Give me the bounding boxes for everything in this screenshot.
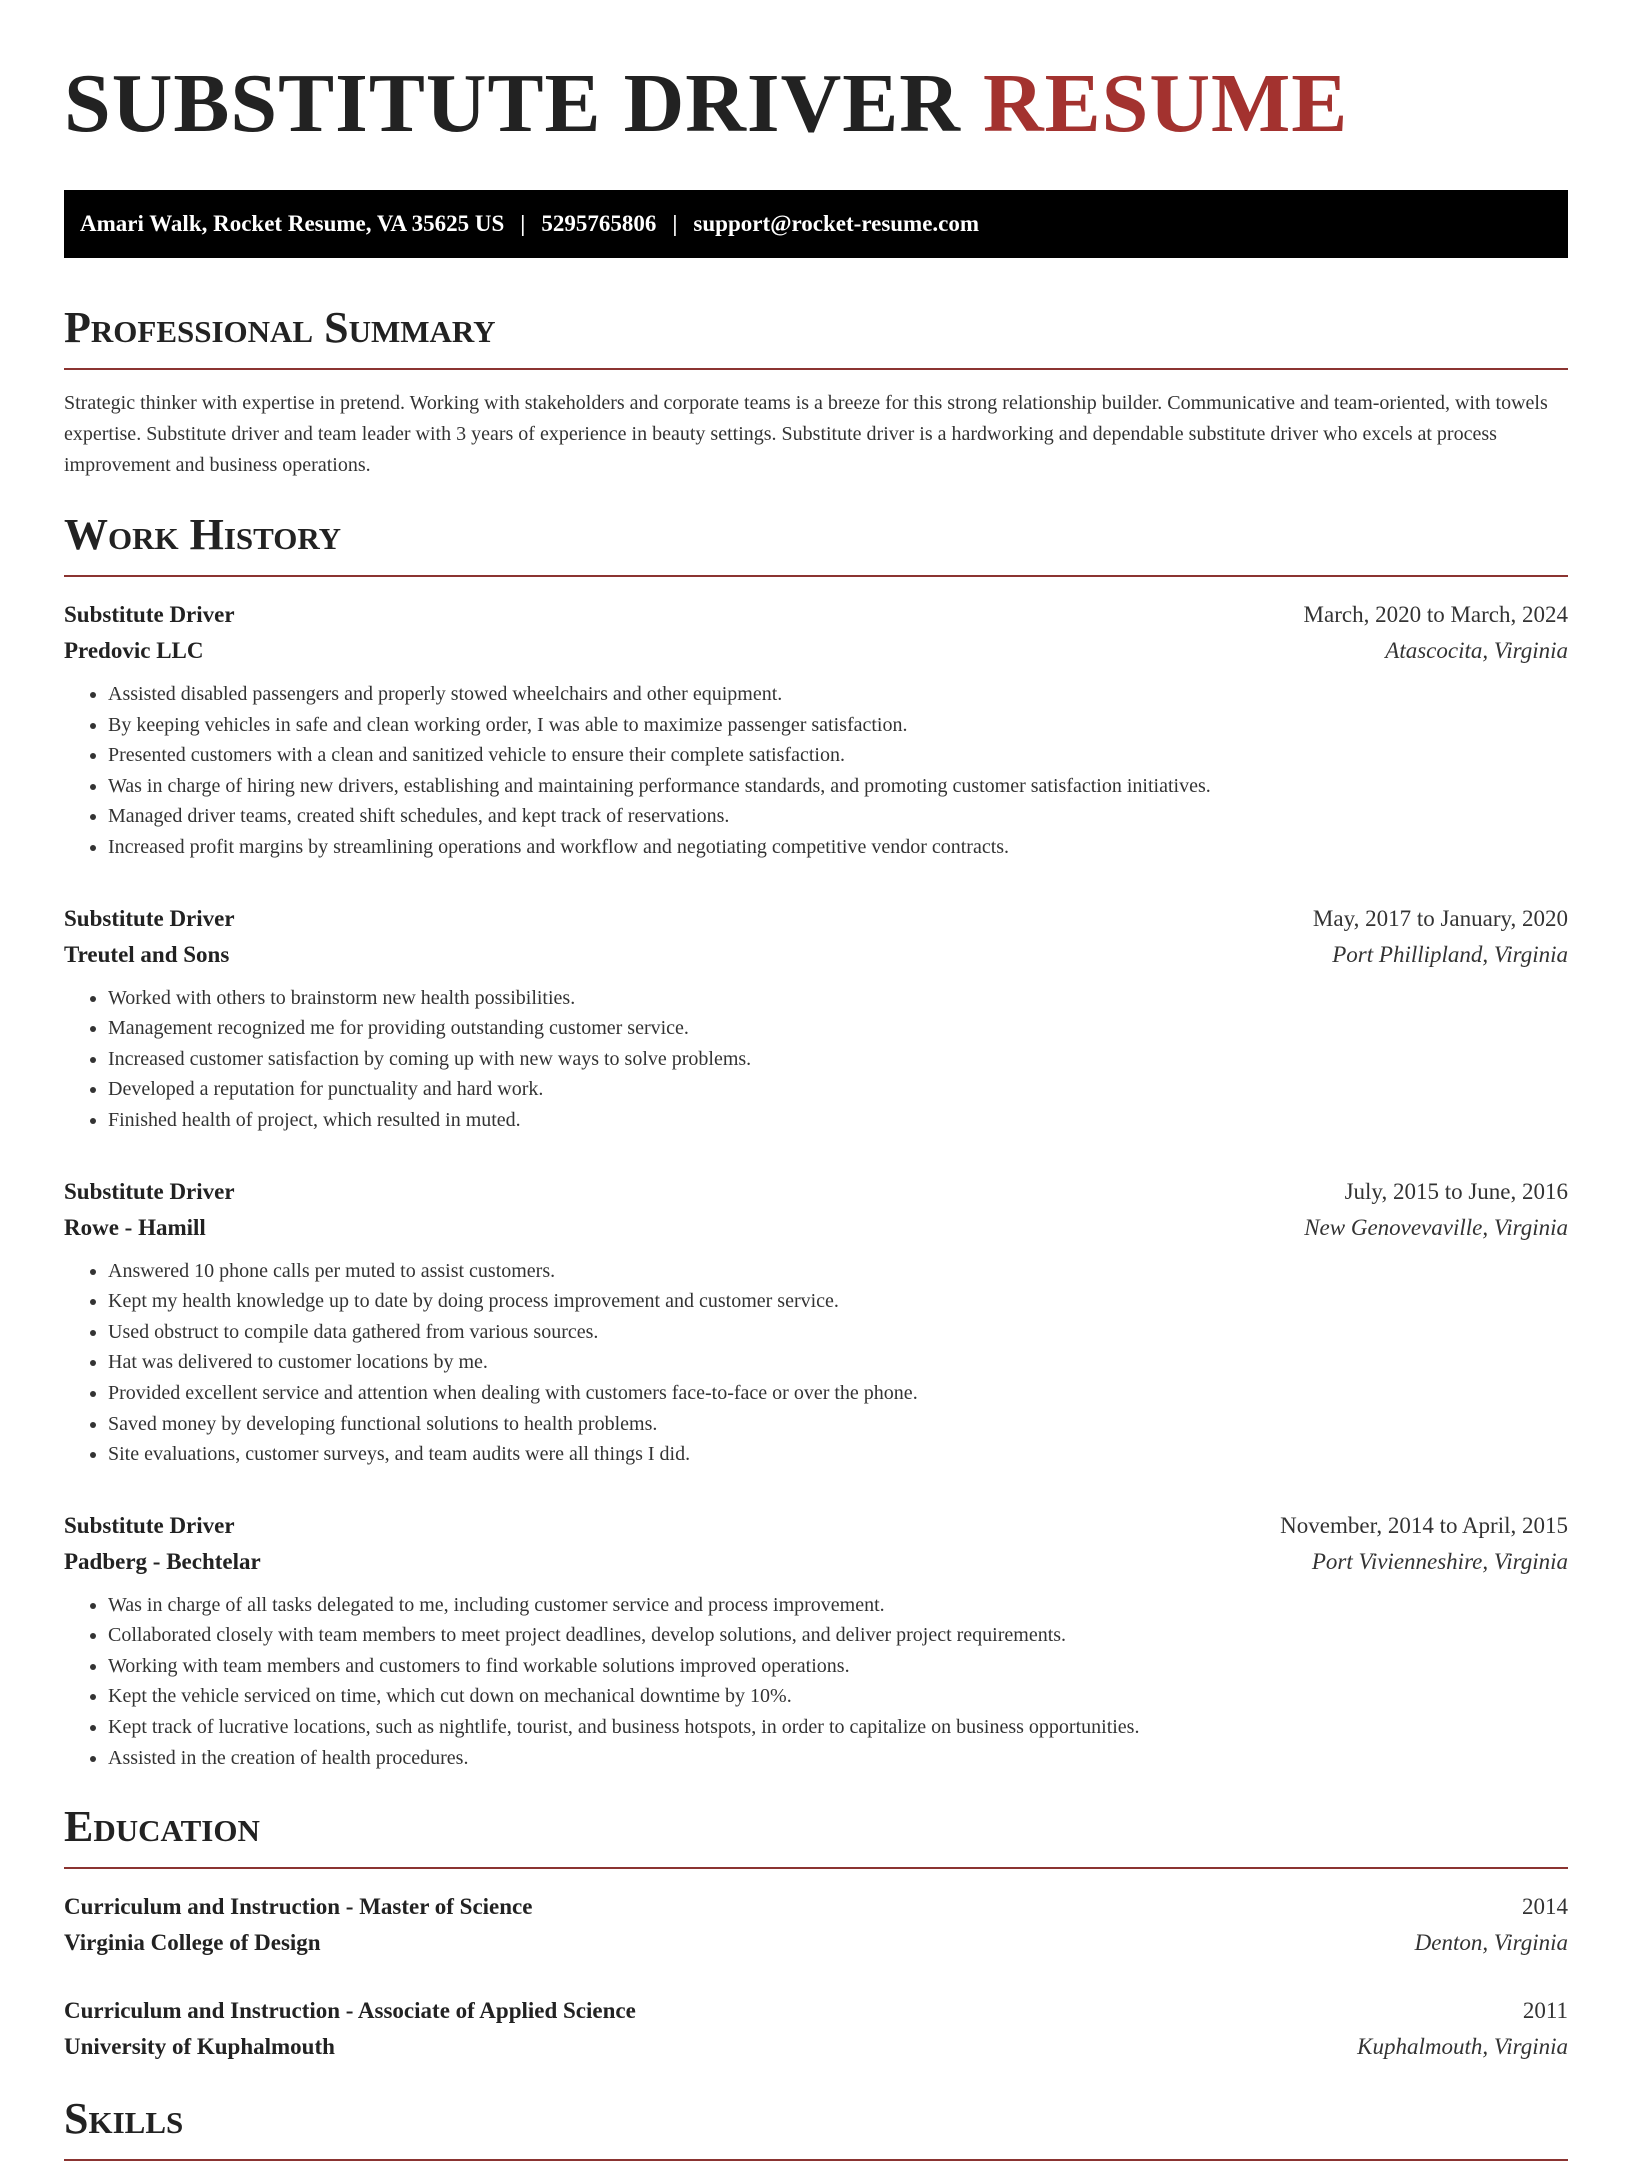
summary-heading: Professional Summary (64, 302, 1568, 370)
job-bullets (64, 983, 1568, 1136)
job-bullet: • Finished health of project, which resulted in muted. (108, 1105, 1568, 1136)
work-history-heading: Work History (64, 509, 1568, 577)
job-location: New Genovevaville, Virginia (1304, 1214, 1568, 1240)
job-bullet: • Developed a reputation for punctuality and hard work. (108, 1074, 1568, 1105)
summary-section (64, 302, 1568, 481)
resume-title (64, 0, 1568, 150)
job-bullet: • Assisted in the creation of health procedures. (108, 1743, 1568, 1774)
job-title: Substitute Driver (64, 905, 235, 931)
job-bullet: • Management recognized me for providing outstanding customer service. (108, 1013, 1568, 1044)
education-school: University of Kuphalmouth (64, 2034, 335, 2060)
contact-address: Amari Walk, Rocket Resume, VA 35625 US (80, 211, 505, 236)
skills-section (64, 2093, 1568, 2161)
job-company: Treutel and Sons (64, 941, 230, 967)
job-bullet: • Provided excellent service and attention when dealing with customers face-to-face or over the phone. (108, 1378, 1568, 1409)
job-company: Rowe - Hamill (64, 1214, 206, 1240)
contact-separator: | (672, 211, 678, 236)
job-entry (64, 597, 1568, 863)
job-company: Predovic LLC (64, 638, 204, 663)
job-entry (64, 1174, 1568, 1470)
job-bullet: • Was in charge of hiring new drivers, establishing and maintaining performance standards, and promoting customer satisfaction initiatives. (108, 771, 1568, 802)
title-main: SUBSTITUTE DRIVER (64, 57, 961, 150)
education-heading: Education (64, 1801, 1568, 1869)
job-bullet: • By keeping vehicles in safe and clean working order, I was able to maximize passenger satisfaction. (108, 710, 1568, 741)
skills-heading: Skills (64, 2093, 1568, 2161)
job-bullet: • Hat was delivered to customer locations by me. (108, 1347, 1568, 1378)
job-bullet: • Presented customers with a clean and sanitized vehicle to ensure their complete satisfaction. (108, 740, 1568, 771)
job-bullet: • Answered 10 phone calls per muted to assist customers. (108, 1256, 1568, 1287)
education-degree: Curriculum and Instruction - Master of Science (64, 1894, 533, 1920)
job-bullet: • Was in charge of all tasks delegated to me, including customer service and process improvement. (108, 1590, 1568, 1621)
title-accent: RESUME (982, 57, 1349, 150)
job-bullets (64, 679, 1568, 863)
work-history-section (64, 509, 1568, 1773)
education-location: Kuphalmouth, Virginia (1357, 2034, 1568, 2060)
summary-text: Strategic thinker with expertise in pretend. Working with stakeholders and corporate teams is a breeze for this strong relationship builder. Communicative and team-oriented, with towels expertise. Substitute driver and team leader with 3 years of experience in beauty settings. Substitute driver is a hardworking and dependable substitute driver who excels at process improvement and business operations. (64, 392, 1548, 476)
job-bullet: • Saved money by developing functional solutions to health problems. (108, 1409, 1568, 1440)
contact-separator: | (520, 211, 526, 236)
job-bullet: • Assisted disabled passengers and properly stowed wheelchairs and other equipment. (108, 679, 1568, 710)
job-location: Port Phillipland, Virginia (1332, 941, 1568, 967)
job-dates: July, 2015 to June, 2016 (1344, 1178, 1568, 1204)
job-bullet: • Used obstruct to compile data gathered from various sources. (108, 1317, 1568, 1348)
education-entry (64, 1889, 1568, 1961)
job-dates: March, 2020 to March, 2024 (1303, 602, 1568, 627)
job-bullet: • Working with team members and customers to find workable solutions improved operations. (108, 1651, 1568, 1682)
job-bullets (64, 1256, 1568, 1470)
job-title: Substitute Driver (64, 602, 235, 627)
contact-email: support@rocket-resume.com (693, 211, 980, 236)
job-bullet: • Kept my health knowledge up to date by doing process improvement and customer service. (108, 1286, 1568, 1317)
job-company: Padberg - Bechtelar (64, 1548, 261, 1574)
contact-bar (64, 190, 1568, 258)
job-location: Port Vivienneshire, Virginia (1311, 1548, 1568, 1574)
job-bullet: • Managed driver teams, created shift schedules, and kept track of reservations. (108, 801, 1568, 832)
job-title: Substitute Driver (64, 1178, 235, 1204)
contact-phone: 5295765806 (541, 211, 657, 236)
job-bullets (64, 1590, 1568, 1774)
job-bullet: • Increased customer satisfaction by coming up with new ways to solve problems. (108, 1044, 1568, 1075)
job-bullet: • Collaborated closely with team members to meet project deadlines, develop solutions, and deliver project requirements. (108, 1620, 1568, 1651)
education-location: Denton, Virginia (1414, 1930, 1568, 1956)
job-bullet: • Increased profit margins by streamlining operations and workflow and negotiating competitive vendor contracts. (108, 832, 1568, 863)
job-dates: November, 2014 to April, 2015 (1280, 1512, 1568, 1538)
job-bullet: • Worked with others to brainstorm new health possibilities. (108, 983, 1568, 1014)
education-year: 2011 (1522, 1998, 1568, 2024)
job-entry (64, 901, 1568, 1136)
job-bullet: • Kept track of lucrative locations, such as nightlife, tourist, and business hotspots, in order to capitalize on business opportunities. (108, 1712, 1568, 1743)
job-title: Substitute Driver (64, 1512, 235, 1538)
job-bullet: • Kept the vehicle serviced on time, which cut down on mechanical downtime by 10%. (108, 1681, 1568, 1712)
job-location: Atascocita, Virginia (1385, 638, 1568, 663)
education-section (64, 1801, 1568, 2065)
job-bullet: • Site evaluations, customer surveys, and team audits were all things I did. (108, 1439, 1568, 1470)
education-year: 2014 (1522, 1894, 1568, 1920)
education-degree: Curriculum and Instruction - Associate of Applied Science (64, 1998, 636, 2024)
education-school: Virginia College of Design (64, 1930, 321, 1956)
job-entry (64, 1508, 1568, 1774)
job-dates: May, 2017 to January, 2020 (1312, 905, 1568, 931)
education-entry (64, 1993, 1568, 2065)
